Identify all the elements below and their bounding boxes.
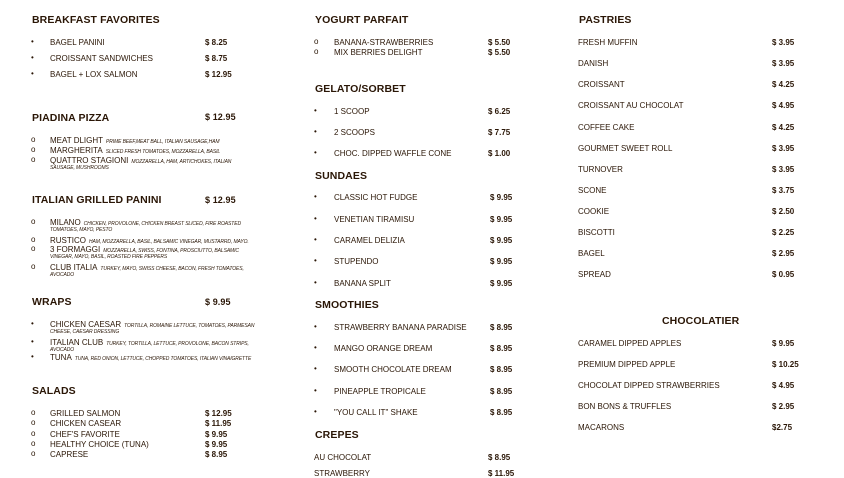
item-description-continued: CHEESE, CAESAR DRESSING [50,329,120,335]
item-name: VENETIAN TIRAMISU [334,215,415,224]
circle-bullet-icon: o [314,37,319,46]
item-name: SPREAD [578,270,611,279]
circle-bullet-icon: o [314,47,319,56]
item-price: $ 2.95 [772,249,795,258]
section-title-yogurt: YOGURT PARFAIT [315,14,409,26]
item-name: MARGHERITA SLICED FRESH TOMATOES, MOZZARELLA, BASIL [50,146,221,155]
item-description: TUNA, RED ONION, LETTUCE, CHOPPED TOMATOES, ITALIAN VINAIGRETTE [74,356,252,362]
item-price: $ 9.95 [205,430,228,439]
item-price: $ 4.95 [772,381,795,390]
bullet-icon: • [314,148,317,157]
bullet-icon: • [31,37,34,46]
item-name: CHOCOLAT DIPPED STRAWBERRIES [578,381,720,390]
item-name: SMOOTH CHOCOLATE DREAM [334,365,452,374]
circle-bullet-icon: o [31,418,36,427]
circle-bullet-icon: o [31,429,36,438]
section-price-wraps: $ 9.95 [205,297,231,307]
section-title-smoothies: SMOOTHIES [315,299,379,311]
item-name: "YOU CALL IT" SHAKE [334,408,418,417]
section-title-piadina: PIADINA PIZZA [32,112,110,124]
item-name: CARAMEL DELIZIA [334,236,405,245]
item-name: BON BONS & TRUFFLES [578,402,672,411]
section-price-panini: $ 12.95 [205,195,236,205]
bullet-icon: • [314,343,317,352]
circle-bullet-icon: o [31,235,36,244]
section-title-pastries: PASTRIES [579,14,632,26]
item-price: $ 8.95 [488,453,511,462]
circle-bullet-icon: o [31,408,36,417]
bullet-icon: • [31,319,34,328]
section-title-salads: SALADS [32,385,76,397]
section-title-sundaes: SUNDAES [315,170,368,182]
bullet-icon: • [314,278,317,287]
item-name: BANANA-STRAWBERRIES [334,38,434,47]
item-price: $ 10.25 [772,360,799,369]
item-price: $ 9.95 [205,440,228,449]
item-name: CLASSIC HOT FUDGE [334,193,418,202]
item-name: MEAT DLIGHT PRIME BEEF,MEAT BALL, ITALIAN SAUSAGE,HAM [50,136,220,145]
item-name: AU CHOCOLAT [314,453,372,462]
circle-bullet-icon: o [31,262,36,271]
item-name: CARAMEL DIPPED APPLES [578,339,682,348]
item-price: $ 3.95 [772,165,795,174]
item-price: $ 11.95 [488,469,515,478]
section-title-gelato: GELATO/SORBET [315,83,406,95]
item-name: CROISSANT AU CHOCOLAT [578,101,684,110]
item-description: SLICED FRESH TOMATOES, MOZZARELLA, BASIL [105,149,221,155]
item-description-continued: TOMATOES, MAYO, PESTO [50,227,113,233]
item-description: MOZZARELLA, SWISS, FONTINA, PROSCIUTTO, BALSAMIC [103,248,239,254]
item-name: 2 SCOOPS [334,128,375,137]
item-price: $ 2.50 [772,207,795,216]
item-price: $ 4.25 [772,123,795,132]
menu-column-3 [578,0,818,474]
item-price: $ 2.25 [772,228,795,237]
bullet-icon: • [314,364,317,373]
item-name: CHEF'S FAVORITE [50,430,120,439]
item-name: DANISH [578,59,609,68]
item-description: PRIME BEEF,MEAT BALL, ITALIAN SAUSAGE,HAM [106,139,220,145]
item-name: FRESH MUFFIN [578,38,638,47]
item-name: CROISSANT SANDWICHES [50,54,153,63]
item-name: COFFEE CAKE [578,123,635,132]
section-title-chocolatier: CHOCOLATIER [662,315,740,327]
item-name: RUSTICO HAM, MOZZARELLA, BASIL, BALSAMIC VINEGAR, MUSTARRD, MAYO. [50,236,249,245]
bullet-icon: • [314,256,317,265]
item-price: $ 1.00 [488,149,511,158]
item-price: $ 3.95 [772,144,795,153]
section-title-crepes: CREPES [315,429,359,441]
circle-bullet-icon: o [31,145,36,154]
bullet-icon: • [314,322,317,331]
menu-column-2 [314,0,554,478]
item-description-continued: AVOCADO [50,272,75,278]
circle-bullet-icon: o [31,439,36,448]
item-name: BAGEL + LOX SALMON [50,70,138,79]
item-price: $ 7.75 [488,128,511,137]
item-name: PINEAPPLE TROPICALE [334,387,426,396]
item-price: $ 8.95 [490,344,513,353]
item-name: BAGEL [578,249,605,258]
item-price: $2.75 [772,423,793,432]
bullet-icon: • [31,53,34,62]
item-name: GOURMET SWEET ROLL [578,144,673,153]
section-title-breakfast: BREAKFAST FAVORITES [32,14,160,26]
item-name: BISCOTTI [578,228,615,237]
item-name: COOKIE [578,207,610,216]
item-description: TURKEY, TORTILLA, LETTUCE, PROVOLONE, BACON STRIPS, [106,341,249,347]
item-name: TUNA TUNA, RED ONION, LETTUCE, CHOPPED TOMATOES, ITALIAN VINAIGRETTE [50,353,252,362]
item-name: 3 FORMAGGI MOZZARELLA, SWISS, FONTINA, PROSCIUTTO, BALSAMIC [50,245,239,254]
section-price-piadina: $ 12.95 [205,112,236,122]
item-description-continued: VINEGAR, MAYO, BASIL, ROASTED FIRE PEPPERS [50,254,168,260]
bullet-icon: • [314,192,317,201]
item-price: $ 4.95 [772,101,795,110]
bullet-icon: • [314,235,317,244]
bullet-icon: • [31,352,34,361]
item-price: $ 0.95 [772,270,795,279]
section-title-wraps: WRAPS [32,296,72,308]
item-price: $ 4.25 [772,80,795,89]
item-name: MIX BERRIES DELIGHT [334,48,423,57]
item-name: STUPENDO [334,257,379,266]
item-price: $ 12.95 [205,70,232,79]
item-price: $ 8.25 [205,38,228,47]
item-price: $ 8.95 [490,408,513,417]
item-name: CROISSANT [578,80,625,89]
item-name: STRAWBERRY BANANA PARADISE [334,323,467,332]
circle-bullet-icon: o [31,217,36,226]
item-price: $ 9.95 [772,339,795,348]
item-price: $ 8.95 [490,323,513,332]
item-description-continued: AVOCADO [50,347,75,353]
item-description: TURKEY, MAYO, SWISS CHEESE, BACON, FRESH TOMATOES, [100,266,244,272]
item-description: MOZZARELLA, HAM, ARTICHOKES, ITALIAN [131,159,232,165]
item-price: $ 8.95 [205,450,228,459]
item-price: $ 9.95 [490,236,513,245]
item-name: BANANA SPLIT [334,279,391,288]
item-price: $ 5.50 [488,48,511,57]
item-price: $ 2.95 [772,402,795,411]
item-price: $ 8.95 [490,387,513,396]
item-name: PREMIUM DIPPED APPLE [578,360,676,369]
item-name: GRILLED SALMON [50,409,121,418]
circle-bullet-icon: o [31,244,36,253]
item-price: $ 3.95 [772,59,795,68]
item-name: STRAWBERRY [314,469,371,478]
item-name: 1 SCOOP [334,107,370,116]
item-price: $ 12.95 [205,409,232,418]
item-name: TURNOVER [578,165,623,174]
item-name: BAGEL PANINI [50,38,105,47]
item-description: TORTILLA, ROMAINE LETTUCE, TOMATOES, PARMESAN [124,323,255,329]
circle-bullet-icon: o [31,135,36,144]
item-price: $ 8.75 [205,54,228,63]
section-title-panini: ITALIAN GRILLED PANINI [32,194,162,206]
item-name: ITALIAN CLUB TURKEY, TORTILLA, LETTUCE, PROVOLONE, BACON STRIPS, [50,338,249,347]
item-price: $ 8.95 [490,365,513,374]
item-price: $ 3.95 [772,38,795,47]
item-price: $ 11.95 [205,419,232,428]
bullet-icon: • [31,337,34,346]
item-description-continued: SAUSAGE, MUSHROOMS [50,165,109,171]
item-name: MACARONS [578,423,625,432]
bullet-icon: • [314,127,317,136]
item-name: QUATTRO STAGIONI MOZZARELLA, HAM, ARTICHOKES, ITALIAN [50,156,232,165]
item-price: $ 5.50 [488,38,511,47]
circle-bullet-icon: o [31,449,36,458]
item-price: $ 9.95 [490,215,513,224]
item-name: CLUB ITALIA TURKEY, MAYO, SWISS CHEESE, BACON, FRESH TOMATOES, [50,263,244,272]
menu-column-1 [30,0,290,474]
bullet-icon: • [314,214,317,223]
bullet-icon: • [314,106,317,115]
item-name: CHICKEN CASEAR [50,419,122,428]
item-name: CAPRESE [50,450,89,459]
item-name: SCONE [578,186,607,195]
item-price: $ 9.95 [490,257,513,266]
item-price: $ 3.75 [772,186,795,195]
item-price: $ 9.95 [490,193,513,202]
item-name: MANGO ORANGE DREAM [334,344,433,353]
item-name: CHOC. DIPPED WAFFLE CONE [334,149,452,158]
circle-bullet-icon: o [31,155,36,164]
item-name: MILANO CHICKEN, PROVOLONE, CHICKEN BREAST SLICED, FIRE ROASTED [50,218,241,227]
item-description: HAM, MOZZARELLA, BASIL, BALSAMIC VINEGAR, MUSTARRD, MAYO. [89,239,249,245]
item-description: CHICKEN, PROVOLONE, CHICKEN BREAST SLICED, FIRE ROASTED [83,221,241,227]
item-name: HEALTHY CHOICE (TUNA) [50,440,149,449]
bullet-icon: • [314,386,317,395]
bullet-icon: • [314,407,317,416]
bullet-icon: • [31,69,34,78]
item-price: $ 6.25 [488,107,511,116]
item-price: $ 9.95 [490,279,513,288]
item-name: CHICKEN CAESAR TORTILLA, ROMAINE LETTUCE, TOMATOES, PARMESAN [50,320,255,329]
